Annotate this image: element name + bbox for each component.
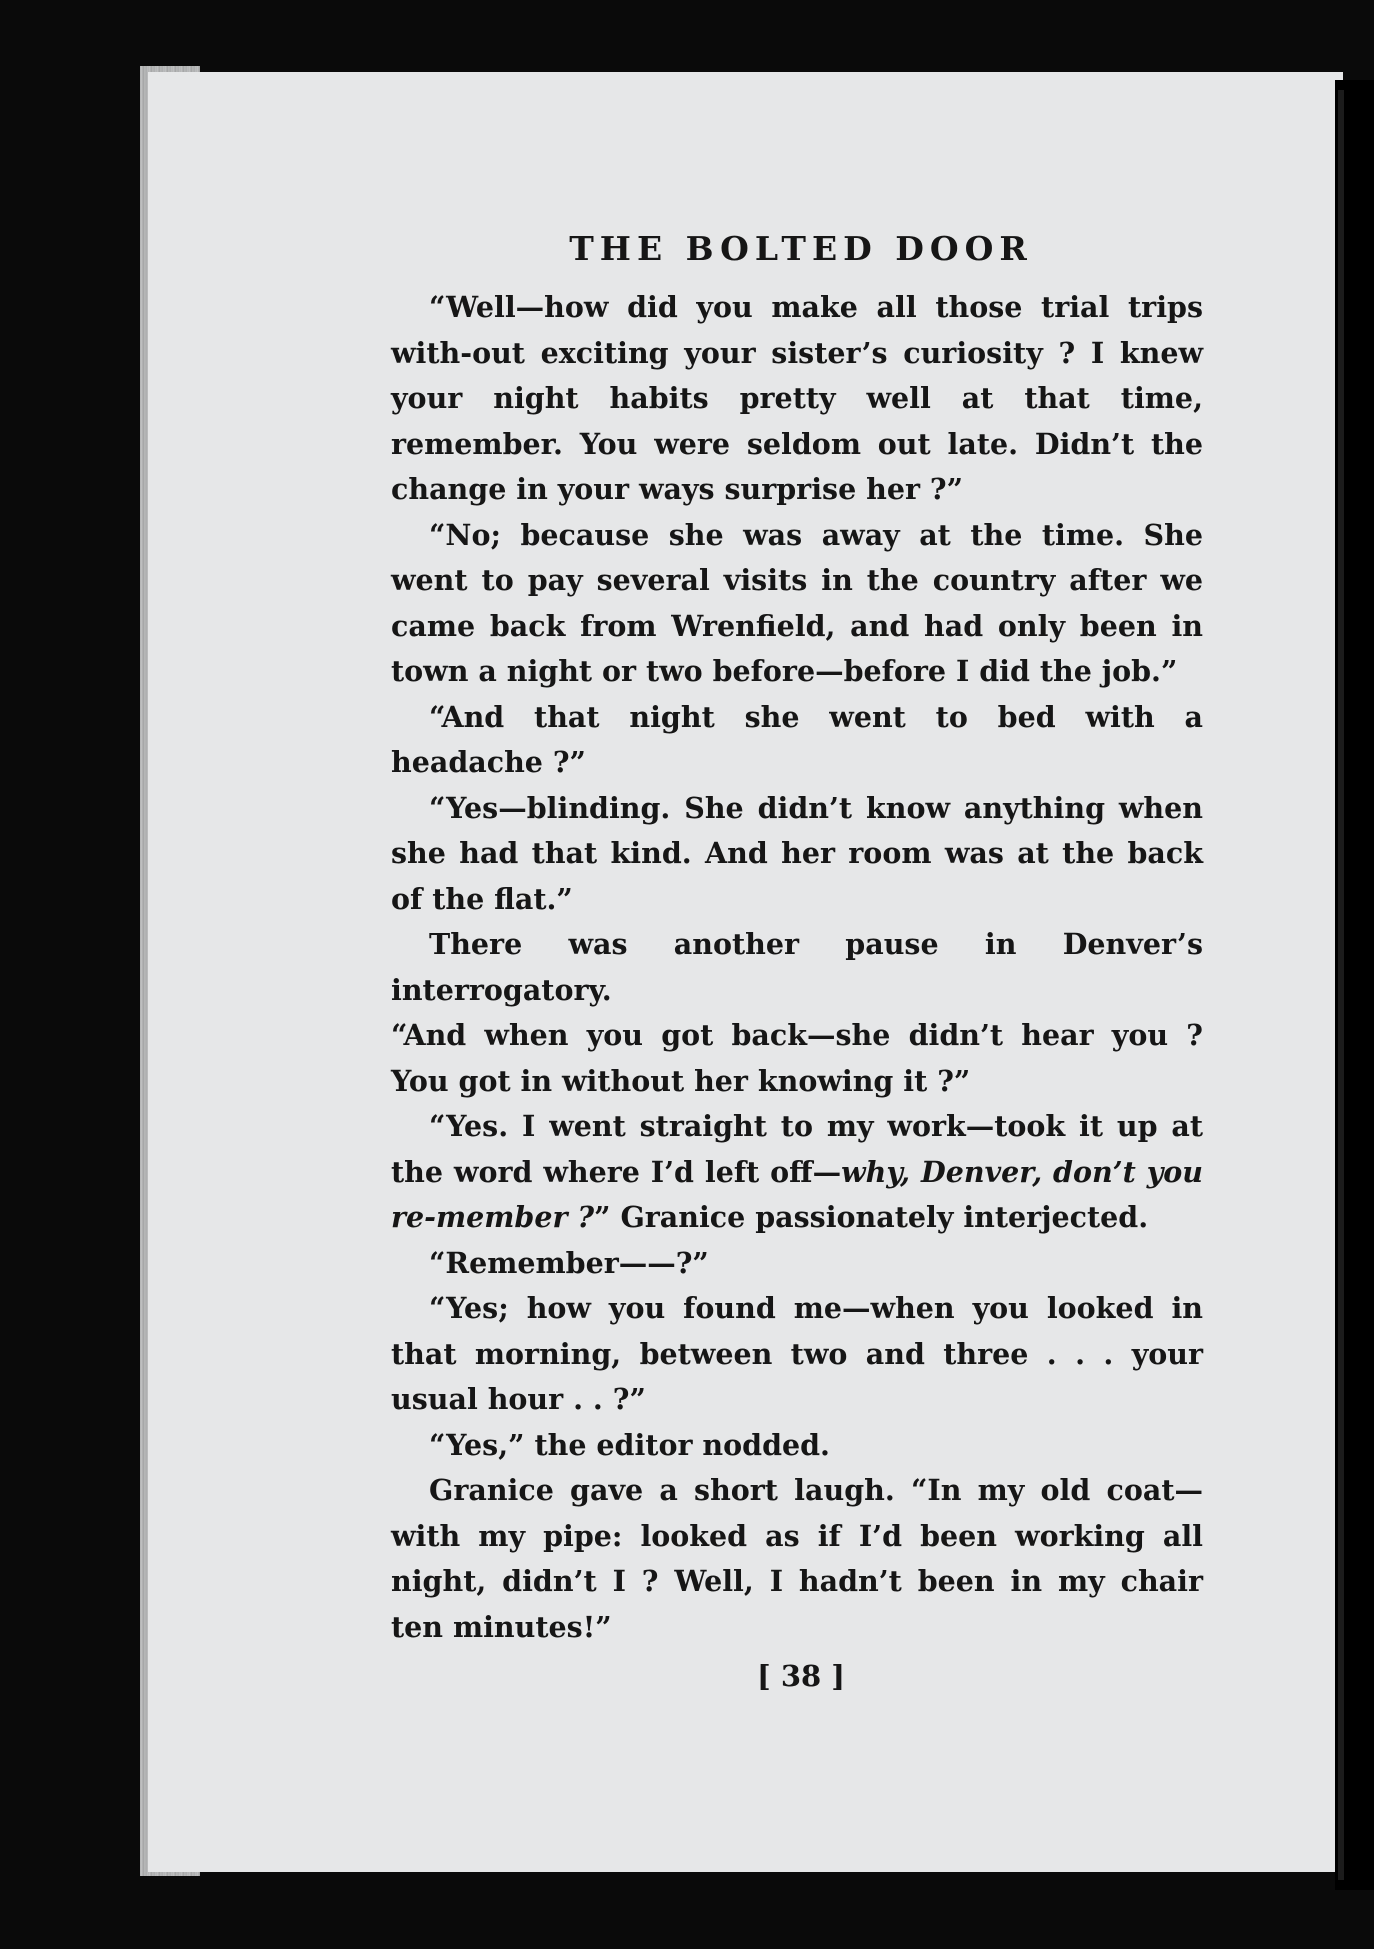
paragraph-text: “And that night she went to bed with a headache ?” [391, 699, 1203, 779]
running-head: THE BOLTED DOOR [569, 229, 1033, 268]
paragraph-text: “No; because she was away at the time. She went to pay several visits in the country after we came back from Wrenfield, and had only been in town a night or two before—before I did the job.” [391, 517, 1203, 688]
paragraph-3 [391, 695, 1203, 786]
paragraph-text: “Yes,” the editor nodded. [429, 1427, 830, 1462]
paragraph-emphasis: why, Denver, don’t you re-member ? [391, 1154, 1204, 1234]
paragraph-text: Granice gave a short laugh. “In my old coat—with my pipe: looked as if I’d been working all night, didn’t I ? Well, I hadn’t been in my chair ten minutes!” [391, 1473, 1203, 1644]
paragraph-1 [391, 285, 1203, 513]
paragraph-text: “Yes; how you found me—when you looked in that morning, between two and three . . . your usual hour . . ?” [391, 1291, 1203, 1416]
page-text-block [391, 225, 1203, 1698]
paragraph-text: “Yes—blinding. She didn’t know anything when she had that kind. And her room was at the back of the flat.” [391, 790, 1203, 916]
paragraph-9 [391, 1286, 1203, 1423]
paragraph-8 [391, 1241, 1203, 1287]
paragraph-text: There was another pause in Denver’s interrogatory. [391, 927, 1203, 1007]
page-gutter-rule [1338, 90, 1344, 1880]
page-number: [ 38 ] [757, 1659, 845, 1693]
paragraph-text: “Remember——?” [429, 1245, 709, 1280]
paragraph-text: “Yes. I went straight to my work—took it up at the word where I’d left off— [391, 1109, 1203, 1189]
paragraph-text: “And when you got back—she didn’t hear you ? You got in without her knowing it ?” [391, 1018, 1203, 1098]
paragraph-text: ” Granice passionately interjected. [594, 1200, 1149, 1234]
paragraph-4 [391, 786, 1203, 923]
paragraph-10 [391, 1423, 1203, 1469]
paragraph-7 [391, 1104, 1203, 1241]
paragraph-11 [391, 1468, 1203, 1650]
paragraph-text: “Well—how did you make all those trial trips with-out exciting your sister’s curiosity ? I knew your night habits pretty well at that time, remember. You were seldom out late. Didn’t the change in your ways surprise her ?” [391, 290, 1203, 506]
paragraph-5 [391, 922, 1203, 1013]
paragraph-6 [391, 1013, 1203, 1104]
paragraph-2 [391, 513, 1203, 695]
